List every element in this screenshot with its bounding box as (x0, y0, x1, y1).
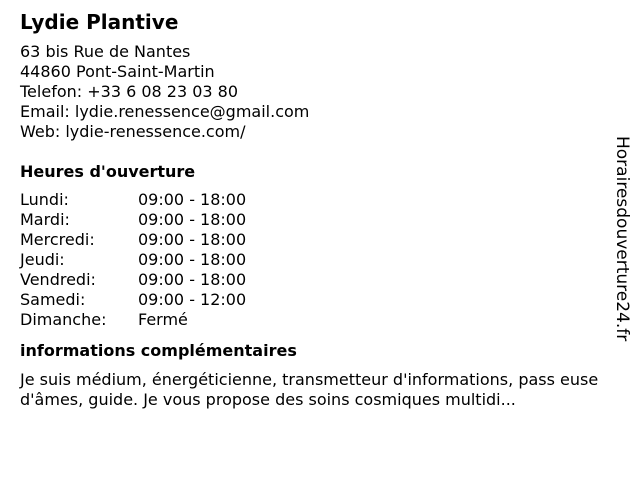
hours-value: 09:00 - 18:00 (138, 230, 247, 249)
day-label: Mercredi: (20, 230, 95, 249)
site-watermark: Horairesdouverture24.fr (612, 136, 632, 342)
day-label: Jeudi: (20, 250, 65, 269)
hours-value: 09:00 - 18:00 (138, 270, 247, 289)
hours-value: 09:00 - 18:00 (138, 210, 247, 229)
hours-row-saturday (20, 290, 615, 310)
hours-value: Fermé (138, 310, 188, 329)
additional-info-text: Je suis médium, énergéticienne, transmetteur d'informations, pass euse d'âmes, guide. Je vous propose des soins cosmiques multidi... (20, 370, 599, 409)
business-card (20, 10, 615, 410)
hours-row-friday (20, 270, 615, 290)
website-text: Web: lydie-renessence.com/ (20, 122, 246, 141)
hours-row-tuesday (20, 210, 615, 230)
hours-value: 09:00 - 18:00 (138, 190, 247, 209)
phone-text: Telefon: +33 6 08 23 03 80 (20, 82, 239, 101)
address-line-2: 44860 Pont-Saint-Martin (20, 62, 215, 81)
hours-row-monday (20, 190, 615, 210)
opening-hours-heading: Heures d'ouverture (20, 162, 196, 181)
email-text: Email: lydie.renessence@gmail.com (20, 102, 310, 121)
hours-value: 09:00 - 12:00 (138, 290, 247, 309)
day-label: Lundi: (20, 190, 69, 209)
hours-value: 09:00 - 18:00 (138, 250, 247, 269)
address-line-1: 63 bis Rue de Nantes (20, 42, 191, 61)
day-label: Mardi: (20, 210, 70, 229)
additional-info-heading: informations complémentaires (20, 341, 297, 360)
business-name: Lydie Plantive (20, 10, 179, 34)
hours-row-sunday (20, 310, 615, 330)
hours-row-wednesday (20, 230, 615, 250)
opening-hours-table (20, 190, 615, 330)
day-label: Vendredi: (20, 270, 96, 289)
day-label: Samedi: (20, 290, 86, 309)
day-label: Dimanche: (20, 310, 107, 329)
hours-row-thursday (20, 250, 615, 270)
